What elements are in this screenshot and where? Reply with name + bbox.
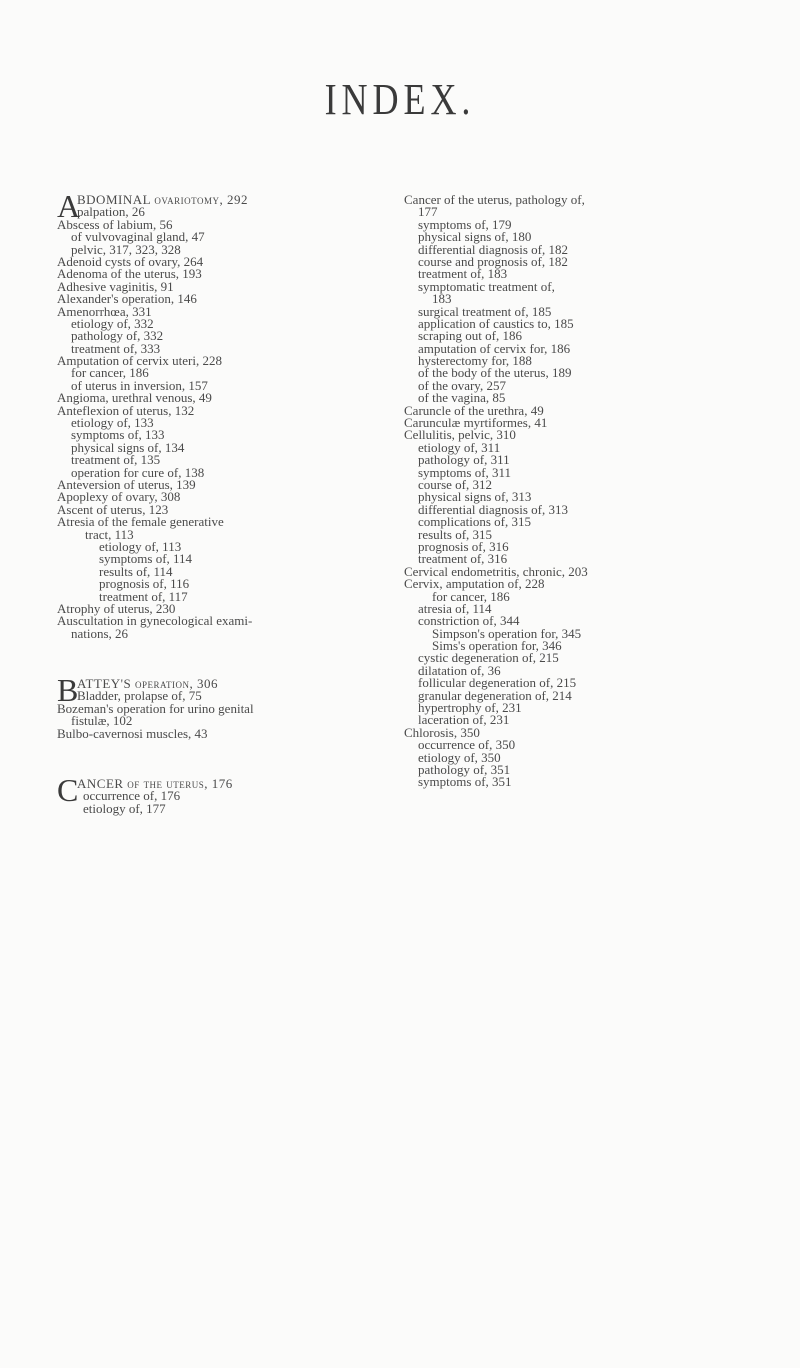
index-entry: symptoms of, 311 [418, 464, 512, 480]
index-entry: etiology of, 332 [71, 315, 154, 331]
index-entry: results of, 315 [418, 526, 493, 542]
index-entry: of the body of the uterus, 189 [418, 365, 572, 381]
index-entry: Adenoid cysts of ovary, 264 [57, 253, 204, 269]
index-entry: Cervix, amputation of, 228 [404, 576, 545, 592]
index-entry: Cancer of the uterus, pathology of, [404, 192, 585, 207]
index-entry: Angioma, urethral venous, 49 [57, 390, 212, 406]
drop-cap-b: B [57, 672, 79, 709]
index-entry-text: ANCER of the uterus, 176 [77, 776, 233, 792]
index-entry: course of, 312 [418, 476, 493, 492]
index-entry: prognosis of, 116 [99, 576, 190, 592]
drop-cap-a: A [57, 188, 81, 224]
index-entry: of uterus in inversion, 157 [71, 377, 208, 393]
index-entry: physical signs of, 180 [418, 229, 532, 245]
index-entry: Ascent of uterus, 123 [57, 501, 169, 517]
index-entry: Auscultation in gynecological exami- [57, 613, 253, 629]
index-entry: Abscess of labium, 56 [57, 216, 173, 232]
index-entry: laceration of, 231 [418, 712, 510, 728]
index-entry: of the vagina, 85 [418, 390, 506, 406]
index-entry: pathology of, 351 [418, 761, 511, 777]
index-entry: nations, 26 [71, 625, 129, 641]
index-entry: tract, 113 [85, 526, 134, 542]
index-entry: symptoms of, 114 [99, 551, 193, 567]
index-entry: Sims's operation for, 346 [432, 638, 562, 654]
index-entry: Atrophy of uterus, 230 [57, 600, 176, 616]
index-entry: Adhesive vaginitis, 91 [57, 278, 174, 294]
index-entry: Bladder, prolapse of, 75 [77, 688, 202, 704]
index-entry: operation for cure of, 138 [71, 464, 205, 480]
index-column-left [57, 188, 387, 816]
index-entry: 183 [432, 291, 452, 307]
index-entry: pelvic, 317, 323, 328 [71, 241, 181, 257]
index-entry: Apoplexy of ovary, 308 [57, 489, 181, 505]
index-entry: occurrence of, 350 [418, 737, 516, 753]
index-entry: Cervical endometritis, chronic, 203 [404, 563, 588, 579]
index-entry: application of caustics to, 185 [418, 315, 574, 331]
index-entry: etiology of, 311 [418, 439, 501, 455]
index-entry: treatment of, 316 [418, 551, 508, 567]
index-entry: prognosis of, 316 [418, 538, 509, 554]
index-entry: dilatation of, 36 [418, 662, 501, 678]
index-column-right [404, 194, 744, 789]
index-entry: 177 [418, 204, 438, 220]
index-entry: complications of, 315 [418, 514, 532, 530]
index-entry: Chlorosis, 350 [404, 724, 480, 740]
index-entry: cystic degeneration of, 215 [418, 650, 559, 666]
index-entry: treatment of, 333 [71, 340, 161, 356]
index-entry: symptoms of, 133 [71, 427, 165, 443]
index-entry: hysterectomy for, 188 [418, 353, 532, 369]
index-entry: etiology of, 113 [99, 538, 182, 554]
index-entry: Adenoma of the uterus, 193 [57, 266, 202, 282]
section-gap [57, 640, 387, 678]
index-entry: pathology of, 332 [71, 328, 164, 344]
index-entry: Carunculæ myrtiformes, 41 [404, 415, 548, 431]
index-entry: Bozeman's operation for urino genital [57, 700, 254, 716]
index-entry: Amputation of cervix uteri, 228 [57, 353, 222, 369]
page-title: INDEX. [324, 75, 476, 124]
index-entry: follicular degeneration of, 215 [418, 675, 577, 691]
index-entry: Caruncle of the urethra, 49 [404, 402, 544, 418]
index-entry: treatment of, 183 [418, 266, 508, 282]
index-entry: results of, 114 [99, 563, 173, 579]
index-entry: physical signs of, 134 [71, 439, 185, 455]
index-entry: constriction of, 344 [418, 613, 520, 629]
index-entry: Atresia of the female generative [57, 514, 224, 530]
index-entry: occurrence of, 176 [83, 788, 181, 804]
index-entry: differential diagnosis of, 313 [418, 501, 568, 517]
index-entry: atresia of, 114 [418, 600, 492, 616]
index-entry: for cancer, 186 [432, 588, 510, 604]
drop-cap-c: C [57, 772, 79, 809]
index-entry: treatment of, 117 [99, 588, 188, 604]
index-entry-text: ATTEY'S operation, 306 [77, 676, 218, 692]
index-entry: symptoms of, 179 [418, 216, 512, 232]
index-entry: scraping out of, 186 [418, 328, 522, 344]
index-entry: symptoms of, 351 [418, 774, 512, 790]
index-entry-text: BDOMINAL ovariotomy, 292 [77, 192, 248, 207]
index-entry: Alexander's operation, 146 [57, 291, 197, 307]
index-entry: fistulæ, 102 [71, 713, 133, 729]
index-entry: symptomatic treatment of, [418, 278, 555, 294]
index-entry: course and prognosis of, 182 [418, 253, 568, 269]
index-entry: treatment of, 135 [71, 452, 161, 468]
index-entry: Cellulitis, pelvic, 310 [404, 427, 516, 443]
index-entry: hypertrophy of, 231 [418, 700, 522, 716]
index-entry: Simpson's operation for, 345 [432, 625, 582, 641]
index-entry: etiology of, 133 [71, 415, 154, 431]
index-entry: Bulbo-cavernosi muscles, 43 [57, 725, 208, 741]
index-entry: etiology of, 350 [418, 749, 501, 765]
index-entry: of the ovary, 257 [418, 377, 506, 393]
index-entry: amputation of cervix for, 186 [418, 340, 571, 356]
index-entry: palpation, 26 [77, 204, 145, 220]
index-entry: differential diagnosis of, 182 [418, 241, 568, 257]
index-entry: Anteversion of uterus, 139 [57, 476, 196, 492]
index-entry: physical signs of, 313 [418, 489, 532, 505]
index-entry: etiology of, 177 [83, 800, 166, 816]
index-entry: for cancer, 186 [71, 365, 149, 381]
index-entry: Anteflexion of uterus, 132 [57, 402, 195, 418]
index-entry: Amenorrhœa, 331 [57, 303, 152, 319]
index-entry: pathology of, 311 [418, 452, 510, 468]
index-entry: of vulvovaginal gland, 47 [71, 229, 205, 245]
index-entry: granular degeneration of, 214 [418, 687, 572, 703]
section-gap [57, 740, 387, 778]
index-entry: surgical treatment of, 185 [418, 303, 552, 319]
